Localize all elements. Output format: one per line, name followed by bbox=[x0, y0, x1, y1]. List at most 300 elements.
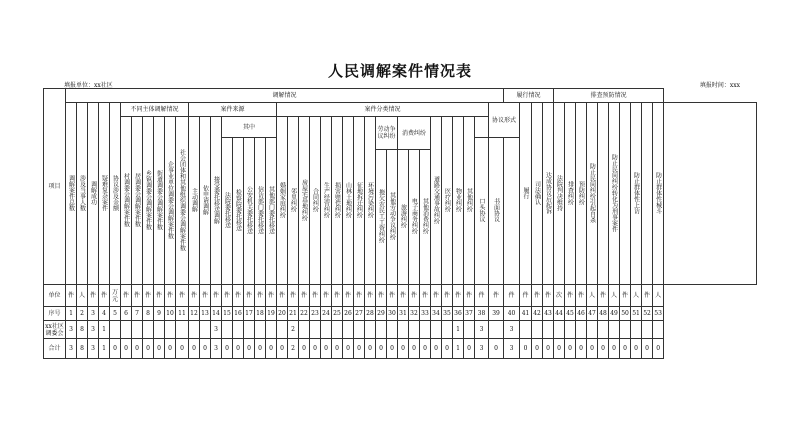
col-header-10-label: 企事业单位调委会调解案件数 bbox=[166, 160, 174, 239]
total-cell: 0 bbox=[609, 339, 620, 359]
total-cell: 3 bbox=[475, 339, 489, 359]
subgroup-consumer: 消费纠纷 bbox=[398, 117, 431, 150]
total-cell: 0 bbox=[121, 339, 132, 359]
seq-cell: 16 bbox=[233, 307, 244, 321]
col-header-35 bbox=[442, 117, 453, 285]
col-header-5 bbox=[110, 103, 121, 285]
col-header-10 bbox=[165, 117, 176, 285]
seq-cell: 27 bbox=[354, 307, 365, 321]
total-cell: 0 bbox=[266, 339, 277, 359]
community-cell bbox=[189, 321, 200, 339]
community-cell bbox=[576, 321, 587, 339]
col-header-28-label: 环境污染纠纷 bbox=[366, 181, 374, 218]
seq-cell: 4 bbox=[99, 307, 110, 321]
section-mediation: 调解情况 bbox=[66, 89, 504, 103]
community-cell bbox=[143, 321, 154, 339]
unit-cell: 件 bbox=[176, 285, 189, 307]
col-header-37 bbox=[464, 117, 475, 285]
community-cell: 3 bbox=[88, 321, 99, 339]
col-header-29 bbox=[376, 150, 387, 285]
seq-cell: 42 bbox=[532, 307, 543, 321]
seq-cell: 33 bbox=[420, 307, 431, 321]
unit-cell: 件 bbox=[420, 285, 431, 307]
community-cell bbox=[132, 321, 143, 339]
total-cell: 0 bbox=[520, 339, 532, 359]
community-cell bbox=[165, 321, 176, 339]
col-header-23-label: 合同纠纷 bbox=[311, 187, 319, 212]
col-header-48-label: 防止民间纠纷转化为刑事案件 bbox=[610, 153, 618, 232]
total-cell: 0 bbox=[642, 339, 653, 359]
seq-cell: 2 bbox=[77, 307, 88, 321]
total-cell: 0 bbox=[554, 339, 565, 359]
unit-cell: 件 bbox=[442, 285, 453, 307]
col-header-33 bbox=[420, 150, 431, 285]
seq-cell: 35 bbox=[442, 307, 453, 321]
community-cell bbox=[420, 321, 431, 339]
community-cell: 8 bbox=[77, 321, 88, 339]
total-cell: 3 bbox=[66, 339, 77, 359]
item-header: 项目 bbox=[44, 89, 66, 285]
seq-cell: 11 bbox=[176, 307, 189, 321]
col-header-4 bbox=[99, 103, 110, 285]
col-header-52 bbox=[653, 103, 664, 285]
community-cell bbox=[442, 321, 453, 339]
seq-cell: 18 bbox=[255, 307, 266, 321]
unit-cell: 件 bbox=[520, 285, 532, 307]
subgroup-classification: 案件分类情况 bbox=[277, 103, 489, 117]
seq-cell: 10 bbox=[165, 307, 176, 321]
col-header-15-label: 法院委托移送 bbox=[223, 192, 231, 228]
unit-cell: 件 bbox=[532, 285, 543, 307]
community-cell bbox=[110, 321, 121, 339]
col-header-14 bbox=[211, 117, 222, 285]
seq-cell: 32 bbox=[409, 307, 420, 321]
seq-cell: 37 bbox=[464, 307, 475, 321]
total-cell: 0 bbox=[489, 339, 504, 359]
community-cell: 1 bbox=[453, 321, 464, 339]
unit-cell: 件 bbox=[376, 285, 387, 307]
total-cell: 0 bbox=[321, 339, 332, 359]
col-header-51 bbox=[642, 103, 653, 285]
unit-cell: 万元 bbox=[110, 285, 121, 307]
community-cell bbox=[653, 321, 664, 339]
seq-cell: 28 bbox=[365, 307, 376, 321]
total-cell: 1 bbox=[99, 339, 110, 359]
community-cell bbox=[321, 321, 332, 339]
col-header-11-label: 社会团体和其他组织调委会调解案件数 bbox=[178, 148, 186, 251]
unit-cell: 件 bbox=[365, 285, 376, 307]
total-cell: 0 bbox=[365, 339, 376, 359]
col-header-36 bbox=[453, 117, 464, 285]
community-cell bbox=[409, 321, 420, 339]
total-cell: 0 bbox=[565, 339, 576, 359]
community-cell bbox=[365, 321, 376, 339]
col-header-7-label: 居调委会调解案件数 bbox=[133, 172, 141, 227]
community-cell: 1 bbox=[99, 321, 110, 339]
col-header-45 bbox=[576, 103, 587, 285]
community-cell bbox=[277, 321, 288, 339]
col-header-8-label: 乡镇调委会调解案件数 bbox=[144, 169, 152, 230]
unit-cell: 件 bbox=[409, 285, 420, 307]
total-cell: 0 bbox=[110, 339, 121, 359]
col-header-22 bbox=[299, 117, 310, 285]
seq-cell: 34 bbox=[431, 307, 442, 321]
col-header-8 bbox=[143, 117, 154, 285]
total-cell: 0 bbox=[376, 339, 387, 359]
unit-cell: 件 bbox=[343, 285, 354, 307]
total-header: 合计 bbox=[44, 339, 66, 359]
total-cell: 0 bbox=[532, 339, 543, 359]
subgroup-source: 案件来源 bbox=[189, 103, 277, 117]
total-cell: 0 bbox=[631, 339, 642, 359]
community-cell bbox=[343, 321, 354, 339]
unit-cell: 件 bbox=[211, 285, 222, 307]
col-header-3 bbox=[88, 103, 99, 285]
unit-cell: 件 bbox=[354, 285, 365, 307]
reporter-unit: 填报单位：xx社区 bbox=[64, 82, 113, 89]
col-header-2-label: 涉及当事人数 bbox=[78, 174, 86, 211]
unit-cell: 件 bbox=[222, 285, 233, 307]
col-header-16 bbox=[233, 138, 244, 285]
col-header-27-label: 征地拆迁纠纷 bbox=[355, 181, 363, 218]
unit-cell: 件 bbox=[464, 285, 475, 307]
unit-cell: 件 bbox=[398, 285, 409, 307]
unit-cell: 件 bbox=[200, 285, 211, 307]
unit-cell: 件 bbox=[233, 285, 244, 307]
seq-cell: 29 bbox=[376, 307, 387, 321]
col-header-53 bbox=[664, 103, 757, 285]
total-cell: 0 bbox=[143, 339, 154, 359]
total-cell: 0 bbox=[398, 339, 409, 359]
col-header-4-label: 疑难复杂案件 bbox=[100, 174, 108, 211]
community-cell bbox=[631, 321, 642, 339]
unit-cell: 人 bbox=[631, 285, 642, 307]
total-cell: 0 bbox=[442, 339, 453, 359]
unit-cell: 件 bbox=[475, 285, 489, 307]
col-header-15 bbox=[222, 138, 233, 285]
seq-cell: 43 bbox=[543, 307, 554, 321]
seq-cell: 24 bbox=[321, 307, 332, 321]
seq-cell: 17 bbox=[244, 307, 255, 321]
total-cell: 0 bbox=[343, 339, 354, 359]
seq-cell: 26 bbox=[343, 307, 354, 321]
section-prevention: 排查预防情况 bbox=[554, 89, 664, 103]
seq-cell: 36 bbox=[453, 307, 464, 321]
col-header-14-label: 接受委托移送调解 bbox=[212, 175, 220, 224]
community-cell bbox=[332, 321, 343, 339]
col-header-34-label: 道路交通事故纠纷 bbox=[432, 175, 440, 224]
community-cell bbox=[489, 321, 504, 339]
col-header-17-label: 公安机关委托移送 bbox=[245, 186, 253, 234]
unit-cell: 件 bbox=[565, 285, 576, 307]
unit-cell: 件 bbox=[642, 285, 653, 307]
col-header-47 bbox=[598, 103, 609, 285]
seq-cell: 52 bbox=[642, 307, 653, 321]
total-cell: 0 bbox=[277, 339, 288, 359]
seq-cell: 15 bbox=[222, 307, 233, 321]
col-header-37-label: 其他纠纷 bbox=[465, 187, 473, 212]
community-cell bbox=[587, 321, 598, 339]
total-cell: 0 bbox=[189, 339, 200, 359]
total-cell: 3 bbox=[88, 339, 99, 359]
seq-cell: 22 bbox=[299, 307, 310, 321]
col-header-13-label: 依申请调解 bbox=[201, 184, 209, 215]
unit-cell: 件 bbox=[255, 285, 266, 307]
total-cell: 0 bbox=[176, 339, 189, 359]
total-cell: 0 bbox=[310, 339, 321, 359]
total-cell: 3 bbox=[211, 339, 222, 359]
unit-cell: 次 bbox=[554, 285, 565, 307]
total-cell: 0 bbox=[222, 339, 233, 359]
unit-cell: 件 bbox=[576, 285, 587, 307]
community-cell bbox=[233, 321, 244, 339]
unit-cell: 件 bbox=[88, 285, 99, 307]
total-cell: 0 bbox=[200, 339, 211, 359]
unit-cell: 件 bbox=[332, 285, 343, 307]
col-header-36-label: 物业纠纷 bbox=[454, 187, 462, 212]
unit-cell: 件 bbox=[189, 285, 200, 307]
subgroup-among: 其中 bbox=[222, 117, 277, 138]
col-header-1-label: 调解案件总数 bbox=[67, 174, 75, 211]
community-cell bbox=[244, 321, 255, 339]
unit-cell: 件 bbox=[431, 285, 442, 307]
community-cell bbox=[200, 321, 211, 339]
page-title: 人民调解案件情况表 bbox=[327, 62, 472, 80]
unit-cell: 件 bbox=[504, 285, 520, 307]
total-cell: 0 bbox=[165, 339, 176, 359]
unit-cell: 件 bbox=[244, 285, 255, 307]
seq-cell: 47 bbox=[587, 307, 598, 321]
total-cell: 0 bbox=[233, 339, 244, 359]
unit-cell: 件 bbox=[489, 285, 504, 307]
total-cell: 0 bbox=[387, 339, 398, 359]
seq-cell: 41 bbox=[520, 307, 532, 321]
col-header-39-label: 书面协议 bbox=[492, 198, 500, 222]
col-header-26 bbox=[343, 117, 354, 285]
col-header-21 bbox=[288, 117, 299, 285]
mediation-report-table bbox=[43, 88, 757, 359]
seq-cell: 21 bbox=[288, 307, 299, 321]
total-cell: 0 bbox=[154, 339, 165, 359]
total-cell: 0 bbox=[576, 339, 587, 359]
total-cell: 3 bbox=[504, 339, 520, 359]
community-cell bbox=[299, 321, 310, 339]
col-header-50-label: 防止群体性上访 bbox=[632, 171, 640, 214]
seq-cell: 51 bbox=[631, 307, 642, 321]
community-cell bbox=[609, 321, 620, 339]
seq-cell: 8 bbox=[143, 307, 154, 321]
col-header-13 bbox=[200, 117, 211, 285]
col-header-5-label: 协议涉及金额 bbox=[111, 174, 119, 211]
community-cell bbox=[543, 321, 554, 339]
community-cell bbox=[598, 321, 609, 339]
seq-cell: 7 bbox=[132, 307, 143, 321]
col-header-21-label: 邻里纠纷 bbox=[289, 187, 297, 212]
col-header-7 bbox=[132, 117, 143, 285]
col-header-28 bbox=[365, 117, 376, 285]
total-cell: 0 bbox=[620, 339, 631, 359]
col-header-9-label: 街道调委会调解案件数 bbox=[155, 169, 163, 230]
seq-cell: 25 bbox=[332, 307, 343, 321]
seq-cell: 23 bbox=[310, 307, 321, 321]
col-header-22-label: 房屋宅基地纠纷 bbox=[300, 178, 308, 221]
col-header-25 bbox=[332, 117, 343, 285]
community-cell: 2 bbox=[288, 321, 299, 339]
community-cell bbox=[176, 321, 189, 339]
seq-cell: 30 bbox=[387, 307, 398, 321]
unit-cell: 件 bbox=[321, 285, 332, 307]
total-cell: 0 bbox=[332, 339, 343, 359]
col-header-3-label: 调解成功 bbox=[89, 180, 97, 205]
unit-cell: 件 bbox=[620, 285, 631, 307]
unit-cell: 件 bbox=[132, 285, 143, 307]
col-header-46-label: 防止民间纠纷引起自杀 bbox=[588, 162, 596, 223]
col-header-39 bbox=[489, 138, 504, 285]
col-header-25-label: 损害赔偿纠纷 bbox=[333, 181, 341, 218]
community-cell bbox=[354, 321, 365, 339]
community-cell bbox=[310, 321, 321, 339]
seq-cell: 49 bbox=[609, 307, 620, 321]
unit-cell: 件 bbox=[299, 285, 310, 307]
unit-cell: 件 bbox=[288, 285, 299, 307]
col-header-9 bbox=[154, 117, 165, 285]
seq-cell: 19 bbox=[266, 307, 277, 321]
total-cell: 0 bbox=[354, 339, 365, 359]
seq-cell: 44 bbox=[554, 307, 565, 321]
community-cell: 3 bbox=[66, 321, 77, 339]
total-cell: 0 bbox=[587, 339, 598, 359]
seq-cell: 6 bbox=[121, 307, 132, 321]
col-header-41-label: 司法确认 bbox=[533, 180, 541, 205]
unit-cell: 件 bbox=[154, 285, 165, 307]
col-header-18-label: 信访部门委托移送 bbox=[256, 186, 264, 234]
unit-cell: 件 bbox=[266, 285, 277, 307]
community-cell bbox=[620, 321, 631, 339]
col-header-38-label: 口头协议 bbox=[478, 198, 485, 222]
seq-cell: 48 bbox=[598, 307, 609, 321]
community-cell bbox=[642, 321, 653, 339]
col-header-41 bbox=[532, 103, 543, 285]
seq-cell: 12 bbox=[189, 307, 200, 321]
col-header-1 bbox=[66, 103, 77, 285]
col-header-38 bbox=[475, 138, 489, 285]
unit-cell: 件 bbox=[598, 285, 609, 307]
subgroup-entities: 不同主体调解情况 bbox=[121, 103, 189, 117]
col-header-30 bbox=[387, 150, 398, 285]
col-header-40-label: 履行 bbox=[522, 186, 530, 199]
col-header-18 bbox=[255, 138, 266, 285]
total-cell: 0 bbox=[244, 339, 255, 359]
col-header-16-label: 检察院委托移送 bbox=[234, 189, 242, 231]
col-header-19 bbox=[266, 138, 277, 285]
unit-cell: 人 bbox=[653, 285, 664, 307]
community-cell: 3 bbox=[475, 321, 489, 339]
col-header-23 bbox=[310, 117, 321, 285]
community-cell bbox=[398, 321, 409, 339]
total-cell: 0 bbox=[653, 339, 664, 359]
total-cell: 0 bbox=[464, 339, 475, 359]
seq-cell: 53 bbox=[653, 307, 664, 321]
community-cell bbox=[464, 321, 475, 339]
community-cell bbox=[154, 321, 165, 339]
seq-cell: 9 bbox=[154, 307, 165, 321]
total-cell: 0 bbox=[598, 339, 609, 359]
col-header-11 bbox=[176, 117, 189, 285]
col-header-44 bbox=[565, 103, 576, 285]
seq-cell: 40 bbox=[504, 307, 520, 321]
col-header-46 bbox=[587, 103, 598, 285]
col-header-17 bbox=[244, 138, 255, 285]
col-header-52-label: 防止群体性械斗 bbox=[654, 171, 662, 214]
seq-cell: 1 bbox=[66, 307, 77, 321]
seq-cell: 14 bbox=[211, 307, 222, 321]
col-header-43-label: 法院判决维持 bbox=[555, 174, 563, 211]
col-header-31-label: 旅游纠纷 bbox=[399, 204, 407, 228]
col-header-50 bbox=[631, 103, 642, 285]
col-header-6 bbox=[121, 117, 132, 285]
community-cell bbox=[387, 321, 398, 339]
col-header-44-label: 排查纠纷 bbox=[566, 180, 574, 205]
community-cell bbox=[554, 321, 565, 339]
col-header-20 bbox=[277, 117, 288, 285]
unit-cell: 件 bbox=[387, 285, 398, 307]
col-header-26-label: 山林土地纠纷 bbox=[344, 181, 352, 218]
unit-cell: 件 bbox=[121, 285, 132, 307]
total-cell: 0 bbox=[409, 339, 420, 359]
col-header-24 bbox=[321, 117, 332, 285]
col-header-30-label: 其他劳动争议纠纷 bbox=[388, 192, 396, 240]
col-header-34 bbox=[431, 117, 442, 285]
seq-cell: 45 bbox=[565, 307, 576, 321]
community-cell bbox=[520, 321, 532, 339]
community-cell bbox=[431, 321, 442, 339]
col-header-19-label: 其他部门委托移送 bbox=[267, 186, 275, 234]
seq-cell: 13 bbox=[200, 307, 211, 321]
community-cell bbox=[222, 321, 233, 339]
subgroup-agreement: 协议形式 bbox=[489, 103, 520, 138]
community-cell: 3 bbox=[211, 321, 222, 339]
community-cell bbox=[376, 321, 387, 339]
section-performance: 履行情况 bbox=[504, 89, 554, 103]
seq-cell: 20 bbox=[277, 307, 288, 321]
community-cell: 3 bbox=[504, 321, 520, 339]
unit-cell: 件 bbox=[165, 285, 176, 307]
col-header-33-label: 其他消费纠纷 bbox=[421, 198, 429, 234]
unit-cell: 件 bbox=[453, 285, 464, 307]
total-cell: 0 bbox=[299, 339, 310, 359]
col-header-45-label: 预防纠纷 bbox=[577, 180, 585, 205]
col-header-32 bbox=[409, 150, 420, 285]
seq-cell: 39 bbox=[489, 307, 504, 321]
col-header-29-label: 拖欠农民工工资纠纷 bbox=[377, 189, 385, 243]
seq-header: 序号 bbox=[44, 307, 66, 321]
total-cell: 1 bbox=[453, 339, 464, 359]
seq-cell: 50 bbox=[620, 307, 631, 321]
seq-cell: 38 bbox=[475, 307, 489, 321]
community-cell bbox=[121, 321, 132, 339]
col-header-31 bbox=[398, 150, 409, 285]
community-cell bbox=[266, 321, 277, 339]
unit-cell: 件 bbox=[310, 285, 321, 307]
community-cell bbox=[532, 321, 543, 339]
total-cell: 8 bbox=[77, 339, 88, 359]
community-cell bbox=[565, 321, 576, 339]
unit-cell: 件 bbox=[66, 285, 77, 307]
unit-header: 单位 bbox=[44, 285, 66, 307]
col-header-12-label: 主动调解 bbox=[190, 187, 198, 212]
total-cell: 0 bbox=[431, 339, 442, 359]
col-header-43 bbox=[554, 103, 565, 285]
